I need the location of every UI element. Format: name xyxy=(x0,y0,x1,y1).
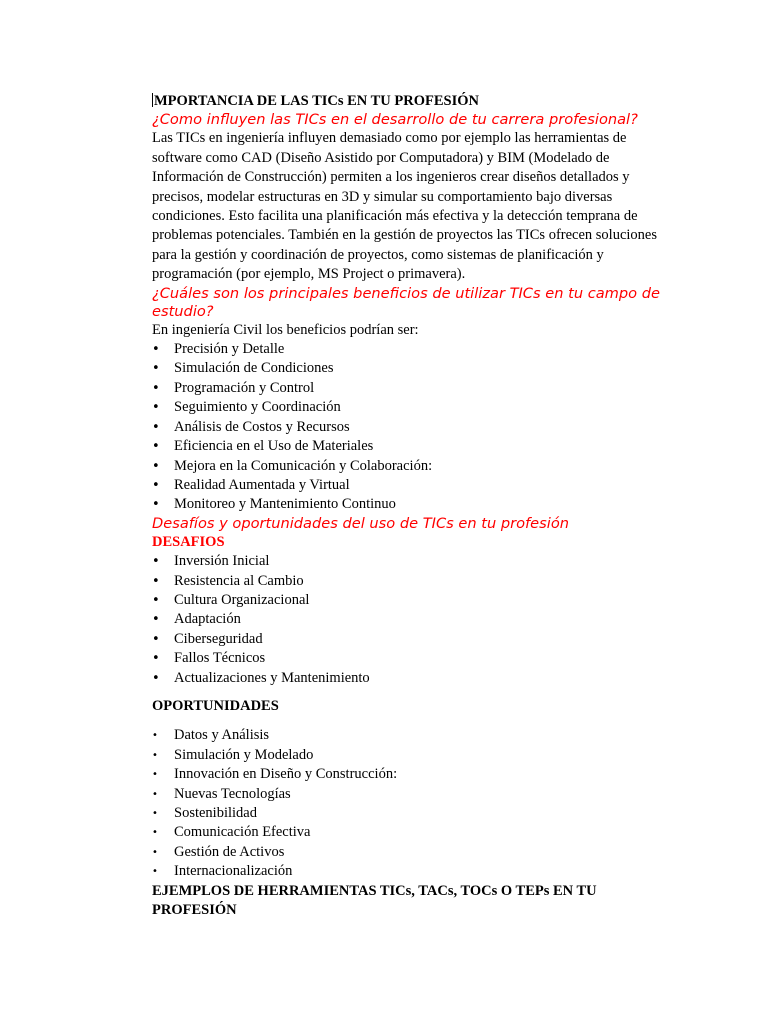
list-item-text: Comunicación Efectiva xyxy=(174,824,311,841)
list-item-text: Actualizaciones y Mantenimiento xyxy=(174,669,370,686)
opportunities-list xyxy=(152,726,662,881)
list-item-text: Cultura Organizacional xyxy=(174,591,310,608)
list-item xyxy=(152,457,662,476)
bullet-icon: • xyxy=(152,400,160,416)
bullet-icon: • xyxy=(152,730,158,742)
paragraph-1: Las TICs en ingeniería influyen demasiado como por ejemplo las herramientas de software como CAD (Diseño Asistido por Computadora) y BIM (Modelado de Información de Construcción) permiten a los ingenieros crear diseños detallados y precisos, modelar estructuras en 3D y simular su comportamiento bajo diversas condiciones. Esto facilita una planificación más efectiva y la detección temprana de problemas potenciales. También en la gestión de proyectos las TICs ofrecen soluciones para la gestión y coordinación de proyectos, como sistemas de planificación y programación (por ejemplo, MS Project o primavera). xyxy=(152,130,658,283)
bullet-icon: • xyxy=(152,846,158,858)
bullet-icon: • xyxy=(152,612,160,628)
list-item-text: Innovación en Diseño y Construcción: xyxy=(174,766,398,783)
list-item-text: Internacionalización xyxy=(174,863,293,880)
bullet-icon: • xyxy=(152,827,158,839)
bullet-icon: • xyxy=(152,477,160,493)
list-item-text: Precisión y Detalle xyxy=(174,341,285,358)
bullet-icon: • xyxy=(152,458,160,474)
list-item xyxy=(152,340,662,359)
list-item-text: Inversión Inicial xyxy=(174,553,270,570)
list-item xyxy=(152,726,662,745)
list-item xyxy=(152,418,662,437)
list-item-text: Simulación de Condiciones xyxy=(174,360,334,377)
list-item-text: Fallos Técnicos xyxy=(174,650,266,667)
list-item xyxy=(152,843,662,862)
document-page xyxy=(152,92,662,920)
list-item-text: Sostenibilidad xyxy=(174,805,257,821)
paragraph-2: En ingeniería Civil los beneficios podrían ser: xyxy=(152,321,419,338)
list-item-text: Simulación y Modelado xyxy=(174,746,314,763)
bullet-icon: • xyxy=(152,439,160,455)
list-item xyxy=(152,649,662,668)
list-item xyxy=(152,785,662,804)
question-1: ¿Como influyen las TICs en el desarrollo de tu carrera profesional? xyxy=(152,111,638,129)
document-title xyxy=(152,92,662,111)
challenges-list xyxy=(152,552,662,688)
list-item xyxy=(152,437,662,456)
bullet-icon: • xyxy=(152,769,158,781)
list-item xyxy=(152,572,662,591)
list-item xyxy=(152,379,662,398)
benefits-list xyxy=(152,340,662,515)
bullet-icon: • xyxy=(152,651,160,667)
opportunities-heading: OPORTUNIDADES xyxy=(152,697,279,714)
list-item-text: Adaptación xyxy=(174,611,241,628)
bullet-icon: • xyxy=(152,342,160,358)
bullet-icon: • xyxy=(152,497,160,513)
bullet-icon: • xyxy=(152,670,160,686)
list-item xyxy=(152,359,662,378)
list-item-text: Resistencia al Cambio xyxy=(174,572,304,589)
list-item-text: Programación y Control xyxy=(174,379,315,396)
list-item-text: Gestión de Activos xyxy=(174,843,285,860)
list-item-text: Realidad Aumentada y Virtual xyxy=(174,476,350,493)
list-item xyxy=(152,630,662,649)
bullet-icon: • xyxy=(152,631,160,647)
list-item-text: Ciberseguridad xyxy=(174,630,263,647)
list-item xyxy=(152,669,662,688)
list-item xyxy=(152,804,662,823)
list-item xyxy=(152,495,662,514)
list-item-text: Mejora en la Comunicación y Colaboración: xyxy=(174,457,433,474)
bullet-icon: • xyxy=(152,573,160,589)
list-item xyxy=(152,398,662,417)
challenges-heading: DESAFIOS xyxy=(152,533,225,550)
bullet-icon: • xyxy=(152,592,160,608)
list-item xyxy=(152,823,662,842)
list-item xyxy=(152,862,662,881)
list-item xyxy=(152,765,662,784)
question-3: Desafíos y oportunidades del uso de TICs en tu profesión xyxy=(152,514,569,532)
list-item-text: Datos y Análisis xyxy=(174,727,270,744)
bullet-icon: • xyxy=(152,361,160,377)
bullet-icon: • xyxy=(152,749,158,761)
list-item-text: Análisis de Costos y Recursos xyxy=(174,418,350,435)
list-item xyxy=(152,552,662,571)
bullet-icon: • xyxy=(152,419,160,435)
examples-heading: EJEMPLOS DE HERRAMIENTAS TICs, TACs, TOCs O TEPs EN TU PROFESIÓN xyxy=(152,882,597,919)
text-cursor xyxy=(152,93,153,107)
bullet-icon: • xyxy=(152,554,160,570)
list-item xyxy=(152,610,662,629)
list-item-text: Monitoreo y Mantenimiento Continuo xyxy=(174,496,396,513)
bullet-icon: • xyxy=(152,380,160,396)
list-item-text: Eficiencia en el Uso de Materiales xyxy=(174,438,374,455)
bullet-icon: • xyxy=(152,808,158,819)
list-item-text: Seguimiento y Coordinación xyxy=(174,399,341,416)
list-item xyxy=(152,746,662,765)
document-title-text: MPORTANCIA DE LAS TICs EN TU PROFESIÓN xyxy=(154,93,479,109)
list-item xyxy=(152,476,662,495)
bullet-icon: • xyxy=(152,788,158,800)
question-2: ¿Cuáles son los principales beneficios de utilizar TICs en tu campo de estudio? xyxy=(152,284,660,320)
bullet-icon: • xyxy=(152,866,158,878)
list-item-text: Nuevas Tecnologías xyxy=(174,785,291,802)
list-item xyxy=(152,591,662,610)
